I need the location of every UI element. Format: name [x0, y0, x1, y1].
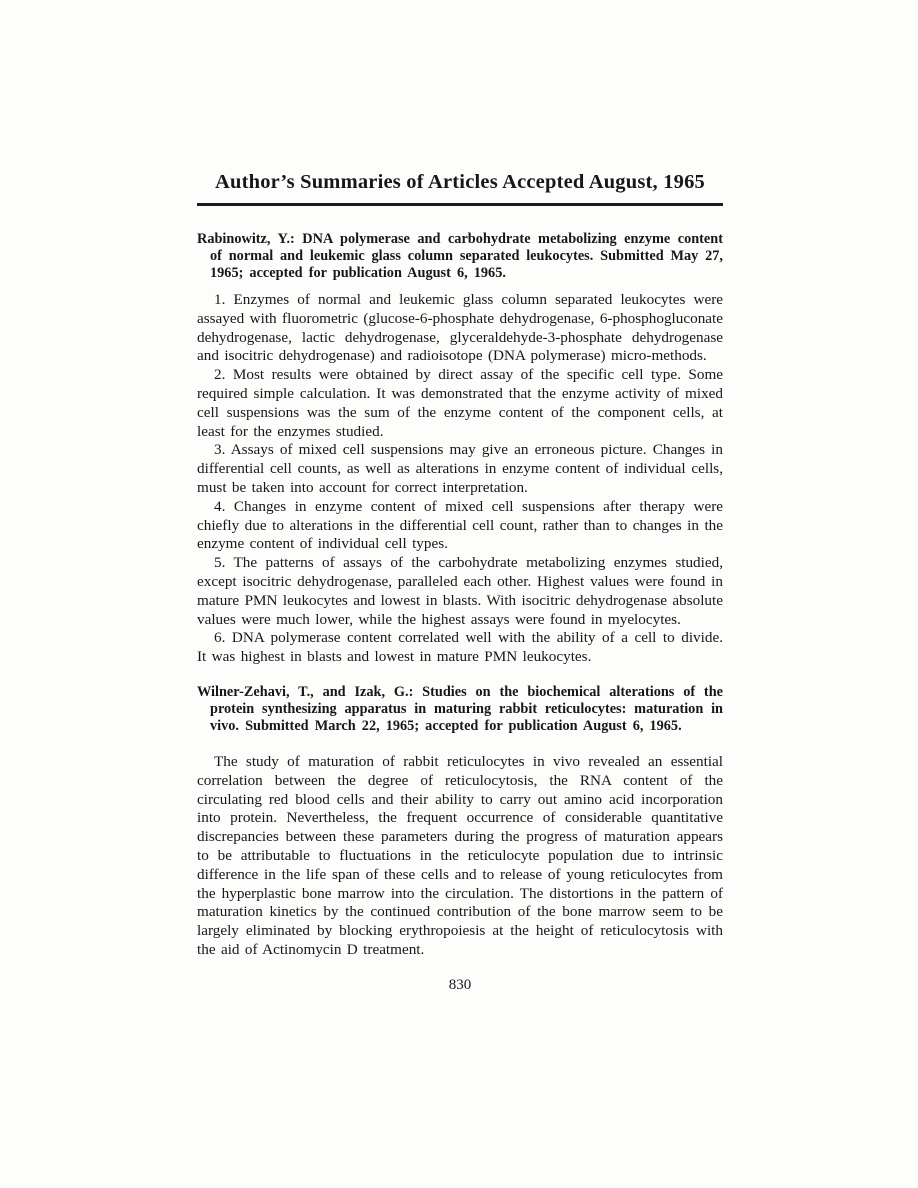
- summary-paragraph: 6. DNA polymerase content correlated well with the ability of a cell to divide. It was highest in blasts and lowest in mature PMN leukocytes.: [197, 629, 723, 666]
- title-rule-divider: [197, 203, 723, 206]
- page-title: Author’s Summaries of Articles Accepted August, 1965: [214, 171, 706, 193]
- summary-paragraph: 4. Changes in enzyme content of mixed cell suspensions after therapy were chiefly due to alterations in the differential cell count, rather than to changes in the enzyme content of individual cell types.: [197, 497, 723, 553]
- summary-paragraph: The study of maturation of rabbit reticulocytes in vivo revealed an essential correlation between the degree of reticulocytosis, the RNA content of the circulating red blood cells and their ability to carry out amino acid incorporation into protein. Nevertheless, the frequent occurrence of considerable quantitative discrepancies between these parameters during the progress of maturation appears to be attributable to fluctuations in the reticulocyte population due to intrinsic difference in the life span of these cells and to release of young reticulocytes from the hyperplastic bone marrow into the circulation. The distortions in the pattern of maturation kinetics by the continued contribution of the bone marrow seem to be largely eliminated by blocking erythropoiesis at the height of reticulocytosis with the aid of Actinomycin D treatment.: [197, 752, 723, 958]
- page-number: 830: [448, 976, 472, 993]
- article-heading: Rabinowitz, Y.: DNA polymerase and carbohydrate metabolizing enzyme content of normal and leukemic glass column separated leukocytes. Submitted May 27, 1965; accepted for publication August 6, 1965.: [197, 231, 723, 281]
- summary-paragraph: 1. Enzymes of normal and leukemic glass column separated leukocytes were assayed with fluorometric (glucose-6-phosphate dehydrogenase, 6-phosphogluconate dehydrogenase, lactic dehydrogenase, glyceraldehyde-3-phosphate dehydrogenase and isocitric dehydrogenase) and radioisotope (DNA polymerase) micro-methods.: [197, 291, 723, 365]
- summary-paragraph: 5. The patterns of assays of the carbohydrate metabolizing enzymes studied, except isocitric dehydrogenase, paralleled each other. Highest values were found in mature PMN leukocytes and lowest in blasts. With isocitric dehydrogenase absolute values were much lower, while the highest assays were found in myelocytes.: [197, 554, 723, 628]
- page-content-column: [197, 170, 723, 994]
- summary-paragraph: 2. Most results were obtained by direct assay of the specific cell type. Some required simple calculation. It was demonstrated that the enzyme activity of mixed cell suspensions was the sum of the enzyme content of the component cells, at least for the enzymes studied.: [197, 366, 723, 440]
- article-summary-rabinowitz: [197, 231, 723, 667]
- summary-paragraph: 3. Assays of mixed cell suspensions may give an erroneous picture. Changes in differential cell counts, as well as alterations in enzyme content of individual cells, must be taken into account for correct interpretation.: [197, 441, 723, 496]
- article-summary-wilner-zehavi: [197, 684, 723, 960]
- article-heading: Wilner-Zehavi, T., and Izak, G.: Studies on the biochemical alterations of the protein synthesizing apparatus in maturing rabbit reticulocytes: maturation in vivo. Submitted March 22, 1965; accepted for publication August 6, 1965.: [197, 683, 723, 734]
